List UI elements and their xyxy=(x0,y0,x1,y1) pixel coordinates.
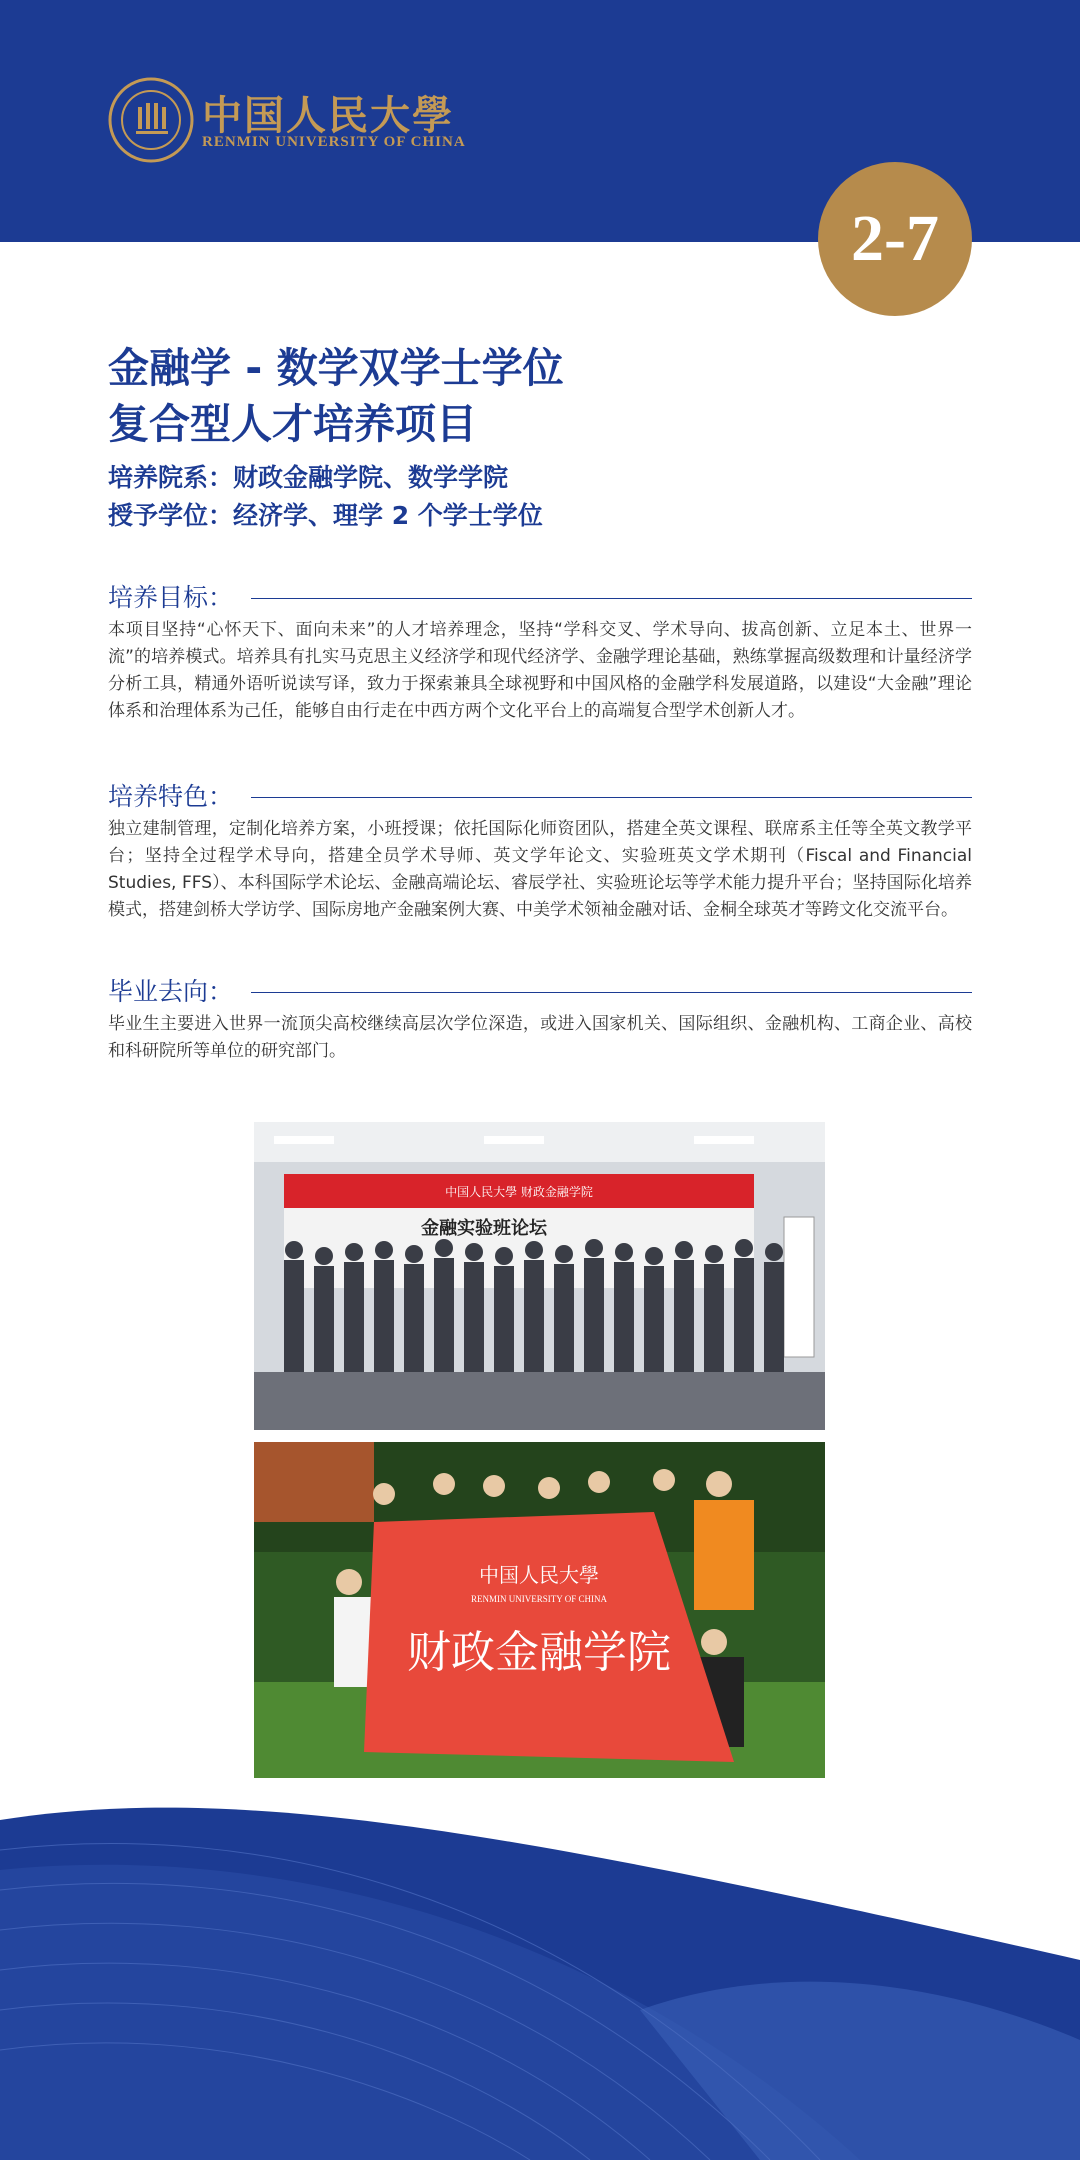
photo2-flag-sub: RENMIN UNIVERSITY OF CHINA xyxy=(471,1594,607,1604)
page-number-badge: 2-7 xyxy=(818,162,972,316)
footer-wave-decoration xyxy=(0,1780,1080,2160)
section-heading-label: 培养特色： xyxy=(108,782,234,811)
degree-line: 授予学位：经济学、理学 2 个学士学位 xyxy=(108,501,543,530)
section-divider xyxy=(251,797,972,798)
photo2-flag-logo: 中国人民大學 xyxy=(479,1563,599,1587)
group-photo-forum-illustration xyxy=(254,1122,825,1430)
section-heading-label: 毕业去向： xyxy=(108,977,234,1006)
section-text-careers: 毕业生主要进入世界一流顶尖高校继续高层次学位深造，或进入国家机关、国际组织、金融机构、工商企业、高校和科研院所等单位的研究部门。 xyxy=(108,1014,972,1061)
photo1-banner-top: 中国人民大學 财政金融学院 xyxy=(445,1185,593,1199)
group-photo-flag-illustration xyxy=(254,1442,825,1778)
section-text-features: 独立建制管理，定制化培养方案，小班授课；依托国际化师资团队，搭建全英文课程、联席系主任等全英文教学平台；坚持全过程学术导向，搭建全员学术导师、英文学年论文、实验班英文学术期刊（Fiscal and Financial Studies, FFS）、本科国际学术论坛、金融高端论坛、睿辰学社、实验班论坛等学术能力提升平台；坚持国际化培养模式，搭建剑桥大学访学、国际房地产金融案例大赛、中美学术领袖金融对话、金桐全球英才等跨文化交流平台。 xyxy=(108,819,972,920)
faculty-line: 培养院系：财政金融学院、数学学院 xyxy=(108,463,509,492)
section-heading-careers xyxy=(108,970,972,1010)
section-divider xyxy=(251,992,972,993)
logo-chinese-name: 中国人民大學 xyxy=(202,92,454,139)
university-seal-logo xyxy=(108,77,194,163)
program-title-line1: 金融学 - 数学双学士学位 xyxy=(108,344,564,392)
logo-english-name: RENMIN UNIVERSITY OF CHINA xyxy=(202,134,466,150)
section-text-goals: 本项目坚持“心怀天下、面向未来”的人才培养理念，坚持“学科交叉、学术导向、拔高创新、立足本土、世界一流”的培养模式。培养具有扎实马克思主义经济学和现代经济学、金融学理论基础，熟练掌握高级数理和计量经济学分析工具，精通外语听说读写译，致力于探索兼具全球视野和中国风格的金融学科发展道路，以建设“大金融”理论体系和治理体系为己任，能够自由行走在中西方两个文化平台上的高端复合型学术创新人才。 xyxy=(108,620,972,721)
section-heading-goals xyxy=(108,576,972,616)
program-subtitle xyxy=(108,459,543,535)
photo1-banner-main: 金融实验班论坛 xyxy=(421,1218,547,1239)
section-heading-label: 培养目标： xyxy=(108,583,234,612)
program-title-line2: 复合型人才培养项目 xyxy=(108,400,477,448)
program-title xyxy=(108,340,564,452)
group-photo-flag xyxy=(254,1442,825,1778)
group-photo-forum xyxy=(254,1122,825,1430)
section-divider xyxy=(251,598,972,599)
section-heading-features xyxy=(108,775,972,815)
photo2-flag-main: 财政金融学院 xyxy=(407,1627,671,1678)
